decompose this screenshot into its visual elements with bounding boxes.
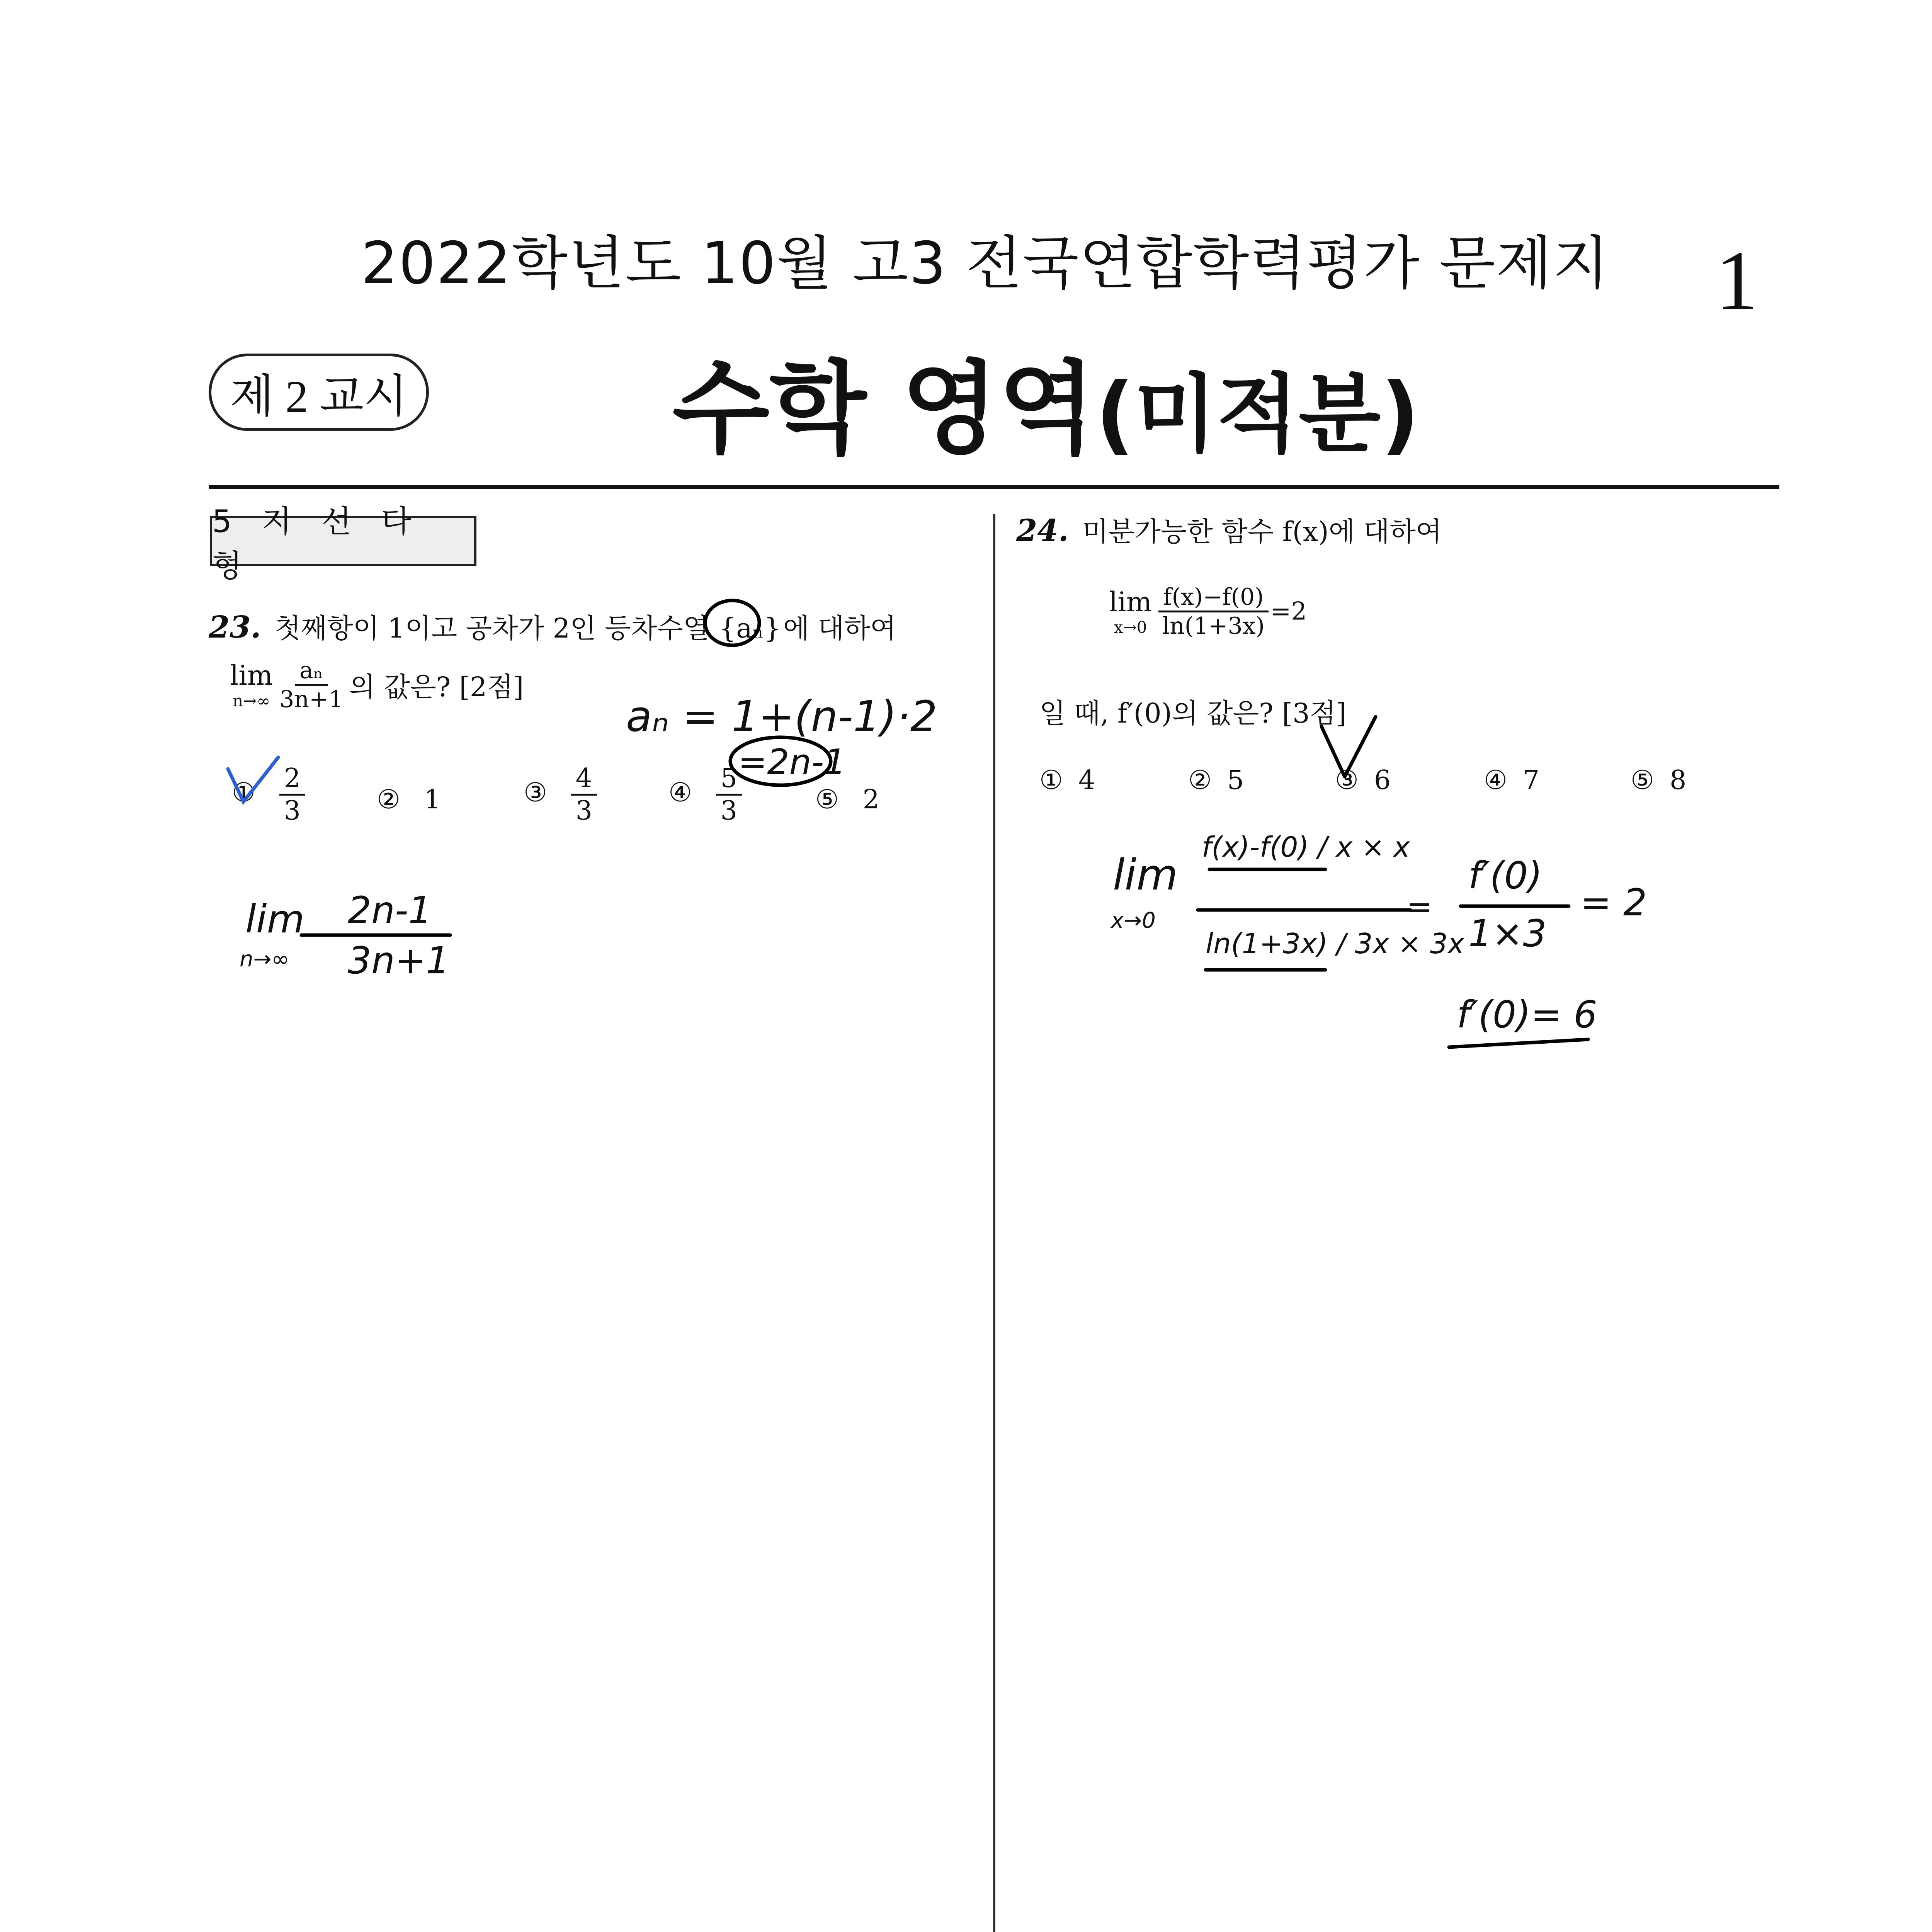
choice-value: 7 xyxy=(1522,765,1540,796)
answer-check-icon xyxy=(1321,717,1376,777)
fraction-numerator: 2 xyxy=(279,763,305,796)
lim-operator: lim xyxy=(1109,586,1152,618)
choice-mark: ① xyxy=(232,777,255,808)
sequence-circle-icon xyxy=(705,600,759,645)
choice-mark: ⑤ xyxy=(815,784,839,815)
subject-sub: (미적분) xyxy=(1095,365,1420,464)
choice-mark: ① xyxy=(1039,765,1063,796)
handwritten-mid-denominator: 1×3 xyxy=(1468,912,1547,955)
question-number: 23. xyxy=(209,610,261,645)
handwritten-numerator: f(x)-f(0) / x × x xyxy=(1202,831,1410,863)
choice-mark: ⑤ xyxy=(1631,765,1654,796)
choice-value: 1 xyxy=(424,784,441,815)
choice-value: 2 xyxy=(862,784,879,815)
fraction-numerator: f(x)−f(0) xyxy=(1158,583,1268,612)
lim-operator: lim xyxy=(230,660,273,691)
fraction-denominator: 3 xyxy=(720,796,737,826)
section-label: 5 지 선 다 형 xyxy=(210,516,476,566)
handwritten-simplified: =2n-1 xyxy=(738,742,846,782)
question-ask: 의 값은? [2점] xyxy=(349,671,524,703)
fraction-numerator: 4 xyxy=(571,763,597,796)
question-ask: 일 때, f′(0)의 값은? [3점] xyxy=(1039,697,1347,729)
answer-check-icon xyxy=(228,757,278,802)
choice-mark: ② xyxy=(377,784,400,815)
handwritten-numerator: 2n-1 xyxy=(348,889,432,932)
handwritten-mid-numerator: f′(0) xyxy=(1468,854,1543,897)
period-label: 제 2 교시 xyxy=(209,354,429,431)
underline xyxy=(1449,1039,1588,1047)
exam-title: 2022학년도 10월 고3 전국연합학력평가 문제지 xyxy=(361,230,1610,297)
handwritten-result: f′(0)= 6 xyxy=(1457,993,1597,1036)
fraction-numerator: aₙ xyxy=(295,657,328,686)
choice-mark: ③ xyxy=(524,777,547,808)
handwritten-denominator: 3n+1 xyxy=(348,939,450,982)
question-text: 미분가능한 함수 f(x)에 대하여 xyxy=(1082,516,1442,548)
choice-mark: ② xyxy=(1188,765,1212,796)
choice-mark: ④ xyxy=(668,777,692,808)
choice-value: 5 xyxy=(1227,765,1244,796)
handwritten-lim: lim xyxy=(245,896,304,942)
subject-main: 수학 영역 xyxy=(672,351,1096,468)
fraction-denominator: 3 xyxy=(575,796,592,826)
fraction-numerator: 5 xyxy=(716,763,742,796)
handwritten-general-term: aₙ = 1+(n-1)·2 xyxy=(626,692,937,741)
fraction-denominator: 3n+1 xyxy=(279,686,344,713)
handwritten-denominator: ln(1+3x) / 3x × 3x xyxy=(1206,927,1464,960)
sequence-symbol: {aₙ} xyxy=(719,612,781,644)
lim-subscript: n→∞ xyxy=(232,691,270,710)
fraction-denominator: ln(1+3x) xyxy=(1162,612,1265,639)
handwritten-rhs: = 2 xyxy=(1580,881,1647,924)
choice-value: 4 xyxy=(1078,765,1095,796)
lim-subscript: x→0 xyxy=(1114,618,1147,637)
question-text: 첫째항이 1이고 공차가 2인 등차수열 xyxy=(274,612,709,644)
choice-mark: ④ xyxy=(1484,765,1507,796)
fraction-denominator: 3 xyxy=(284,796,301,826)
choice-value: 6 xyxy=(1374,765,1391,796)
handwritten-lim-sub: n→∞ xyxy=(240,947,290,972)
page-number: 1 xyxy=(1716,233,1758,328)
handwritten-lim-sub: x→0 xyxy=(1111,908,1156,933)
question-text-end: 에 대하여 xyxy=(783,612,896,644)
handwritten-lim: lim xyxy=(1113,850,1178,900)
question-number: 24. xyxy=(1016,513,1069,548)
choice-mark: ③ xyxy=(1335,765,1359,796)
limit-value: =2 xyxy=(1270,597,1307,626)
handwritten-equals: = xyxy=(1406,889,1433,925)
choice-value: 8 xyxy=(1669,765,1687,796)
